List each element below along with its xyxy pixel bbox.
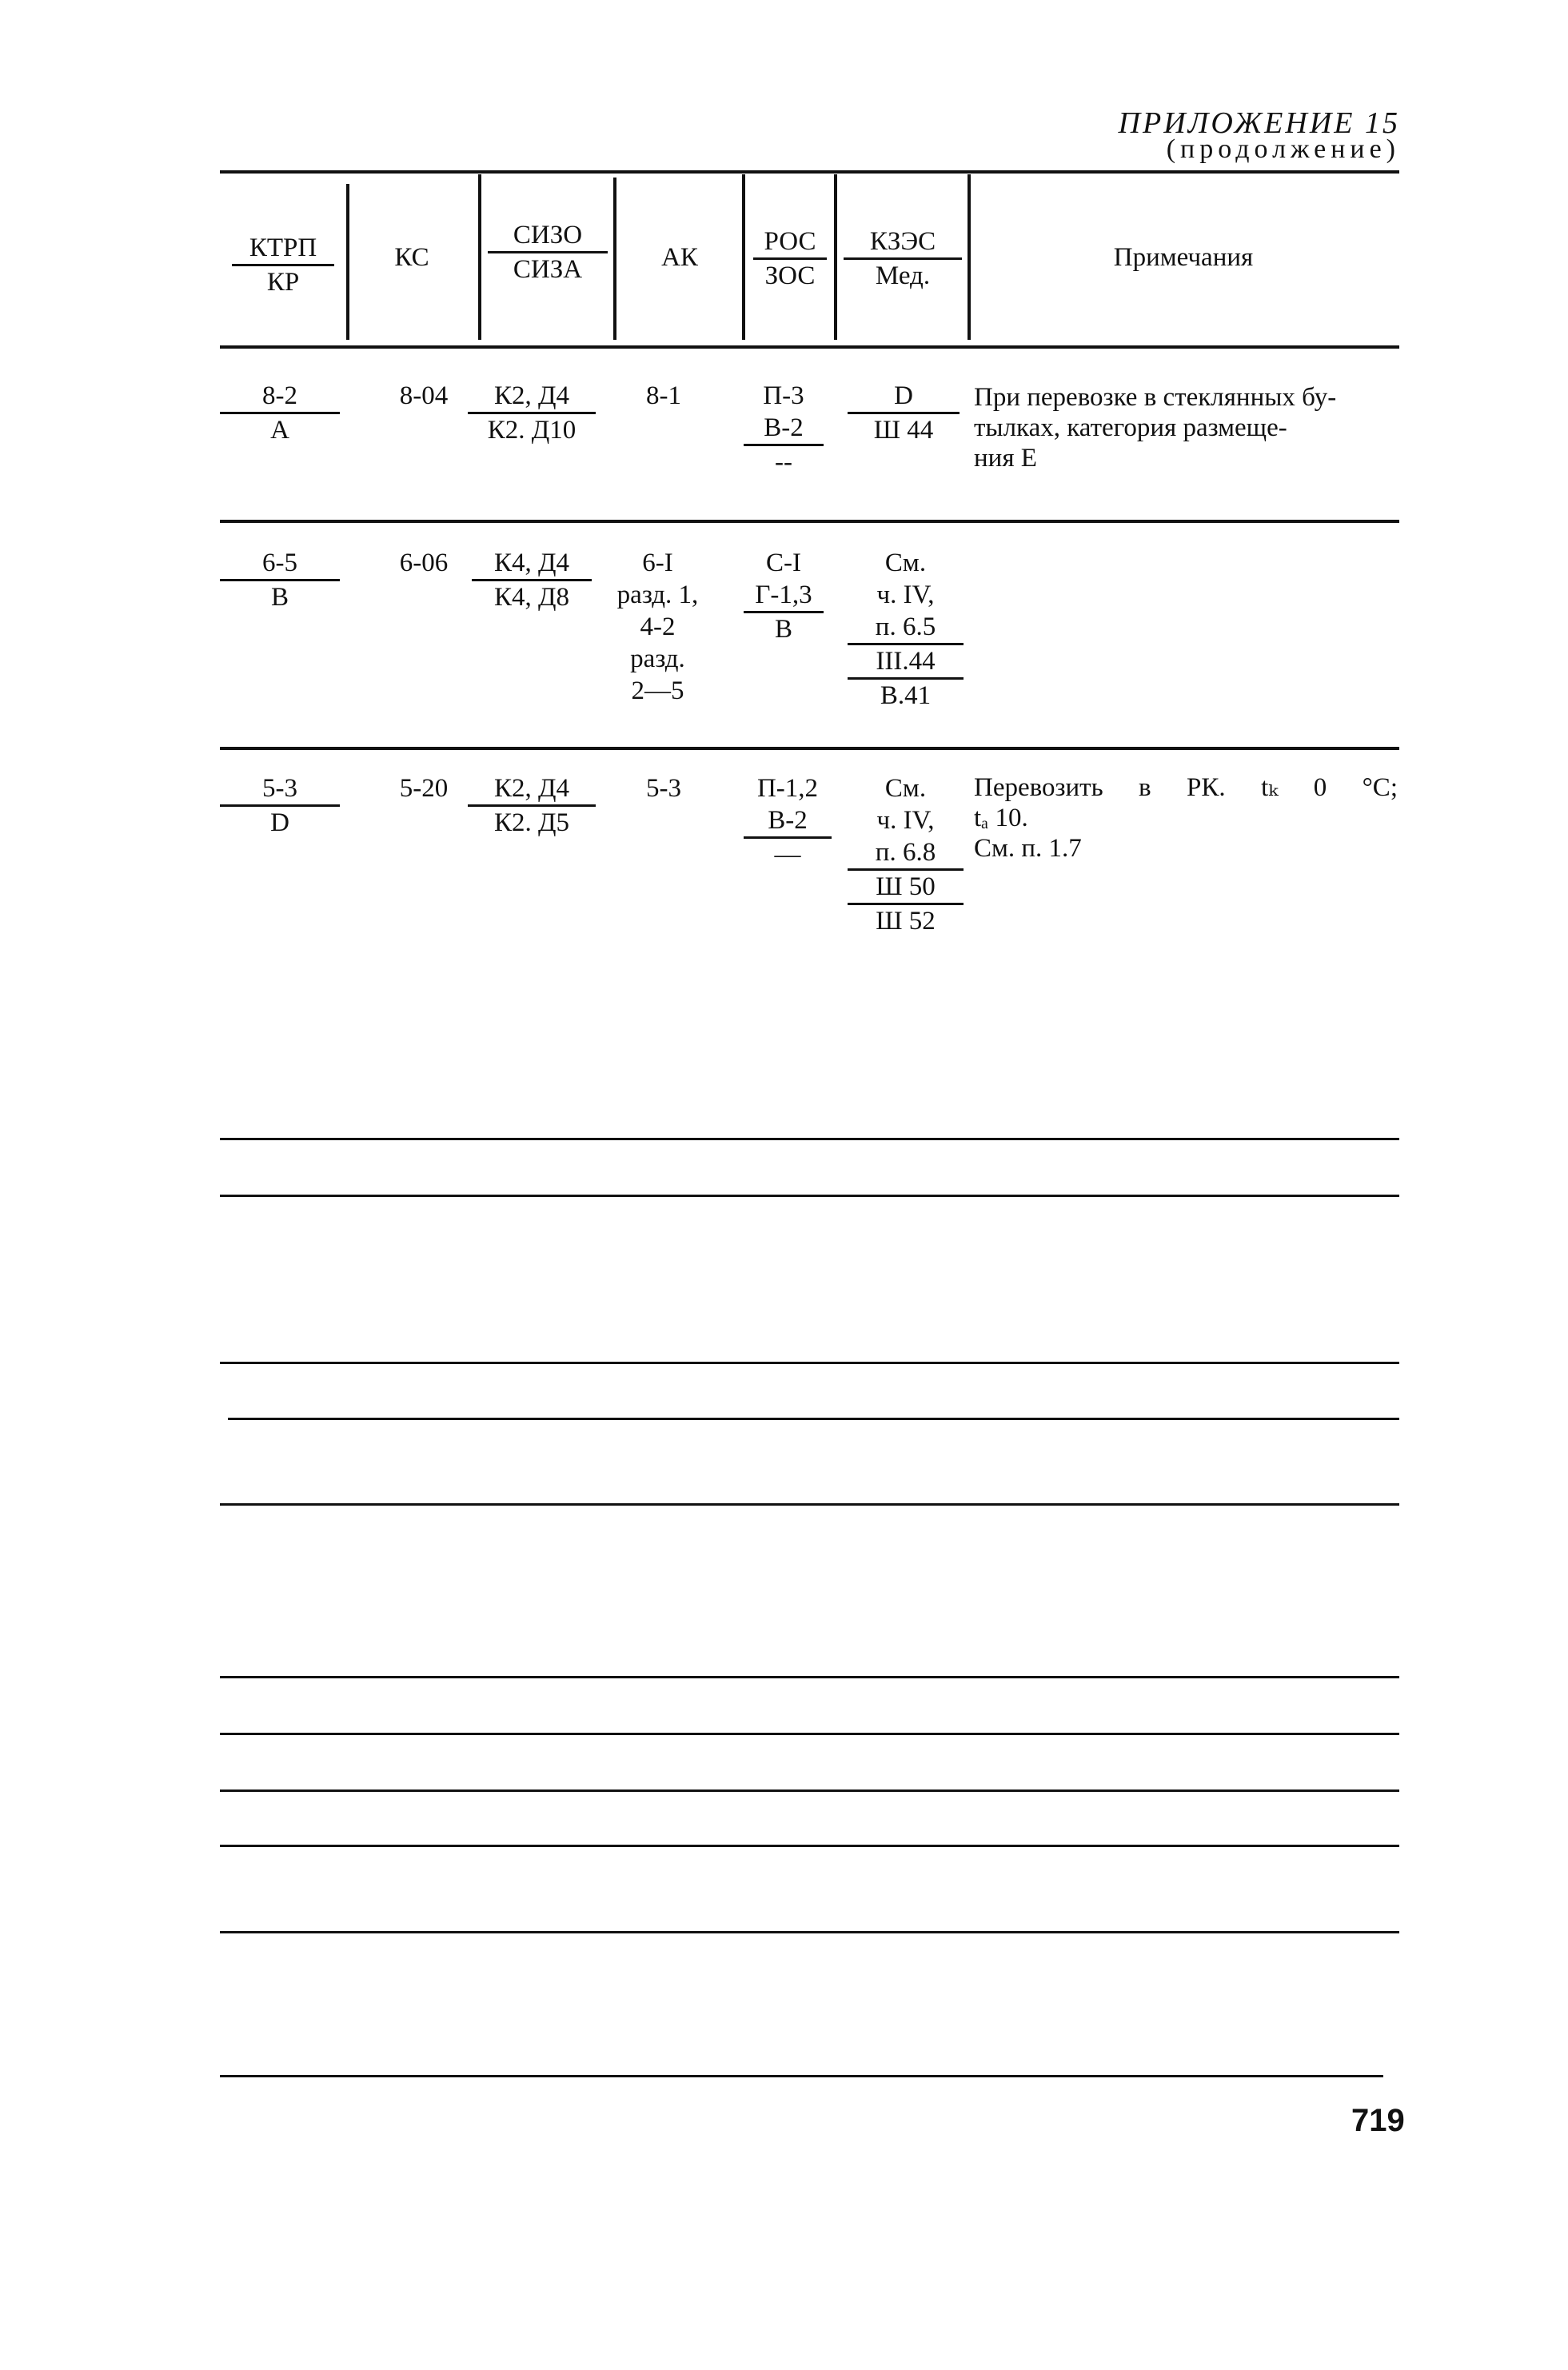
table-top-rule <box>220 170 1399 174</box>
col-divider <box>834 174 837 340</box>
row2-ros: С-I Г-1,3 В <box>744 547 824 645</box>
column-header-sizo: СИЗО СИЗА <box>488 219 608 285</box>
row3-ros: П-1,2 В-2 — <box>744 772 832 871</box>
row1-sizo: К2, Д4 К2. Д10 <box>468 380 596 446</box>
row1-ks: 8-04 <box>399 381 449 410</box>
row2-ak: 6-I разд. 1, 4-2 разд. 2—5 <box>616 549 699 705</box>
ruled-line <box>220 1195 1399 1197</box>
column-header-ktrp: КТРП КР <box>232 232 334 298</box>
column-header-ak: АК <box>661 243 698 272</box>
ruled-line <box>220 1503 1399 1506</box>
ruled-line <box>220 1845 1399 1847</box>
row1-ktrp: 8-2 А <box>220 380 340 446</box>
row-separator <box>220 520 1399 523</box>
ruled-line <box>220 1733 1399 1735</box>
row3-sizo: К2, Д4 К2. Д5 <box>468 772 596 839</box>
col-divider <box>968 174 971 340</box>
ruled-line <box>228 1418 1399 1420</box>
appendix-subtitle: (продолжение) <box>1166 134 1400 164</box>
col-divider <box>478 174 481 340</box>
ruled-line <box>220 1362 1399 1364</box>
page-number: 719 <box>1351 2103 1405 2138</box>
row2-kzes: См. ч. IV, п. 6.5 III.44 В.41 <box>848 547 964 712</box>
appendix-title: ПРИЛОЖЕНИЕ 15 <box>1118 106 1400 140</box>
column-header-notes: Примечания <box>1113 243 1254 272</box>
row3-ak: 5-3 <box>646 774 681 803</box>
ruled-line <box>220 2075 1383 2077</box>
col-divider <box>742 174 745 340</box>
row2-sizo: К4, Д4 К4, Д8 <box>472 547 592 613</box>
ruled-line <box>220 1789 1399 1792</box>
row2-ktrp: 6-5 В <box>220 547 340 613</box>
ruled-line <box>220 1138 1399 1140</box>
ruled-line <box>220 1676 1399 1678</box>
row2-ks: 6-06 <box>399 549 449 577</box>
row1-kzes: D Ш 44 <box>848 380 960 446</box>
header-bottom-rule <box>220 345 1399 349</box>
ruled-line <box>220 1931 1399 1933</box>
row1-ak: 8-1 <box>646 381 681 410</box>
row3-ktrp: 5-3 D <box>220 772 340 839</box>
column-header-kzes: КЗЭС Мед. <box>844 225 962 292</box>
row1-ros: П-3 В-2 -- <box>744 380 824 478</box>
col-divider <box>613 178 616 340</box>
row3-note: Перевозить в РК. tₖ 0 °С; tₐ 10. См. п. 1.7 <box>974 773 1398 863</box>
row3-kzes: См. ч. IV, п. 6.8 Ш 50 Ш 52 <box>848 772 964 937</box>
row1-note: При перевозке в стеклянных бу- тылках, категория размеще- ния Е <box>974 383 1337 473</box>
column-header-ks: КС <box>394 243 429 272</box>
row-separator <box>220 747 1399 750</box>
column-header-ros: РОС ЗОС <box>753 225 827 292</box>
row3-ks: 5-20 <box>399 774 449 803</box>
col-divider <box>346 184 349 340</box>
